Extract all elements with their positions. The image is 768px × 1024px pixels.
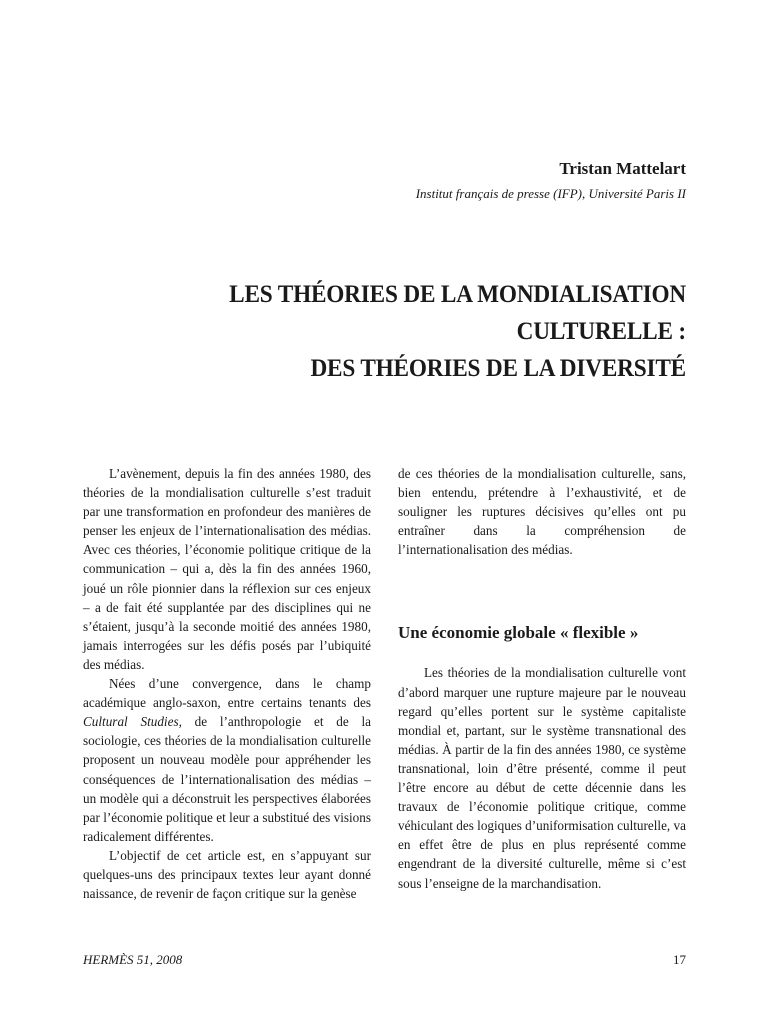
paragraph-2-end: de l’anthropologie et de la sociologie, ces théories de la mondialisation culturelle proposent un nouveau modèle pour appréhender les conséquences de l’internationalisation des médias – un modèle qui a déconstruit les perspectives élaborées par l’économie politique et leur a substitué des visions radicalement différentes. [83,714,371,844]
page-number: 17 [673,952,686,967]
title-line-2: CULTURELLE : [516,318,686,345]
author-block [416,158,686,204]
paragraph-3-continued: de ces théories de la mondialisation culturelle, sans, bien entendu, prétendre à l’exhaustivité, et de souligner les ruptures décisives qu’elles ont pu entraîner dans la compréhension de l’internationalisation des médias. [398,466,686,558]
paragraph-2-start: Nées d’une convergence, dans le champ académique anglo-saxon, entre certains tenants des [83,676,371,711]
author-affiliation: Institut français de presse (IFP), Université Paris II [415,186,686,201]
section-heading: Une économie globale « flexible » [398,623,639,643]
journal-footer: HERMÈS 51, 2008 [83,952,183,967]
cultural-studies-term: Cultural Studies, [83,714,182,730]
title-line-3: DES THÉORIES DE LA DIVERSITÉ [310,355,686,382]
title-line-1: LES THÉORIES DE LA MONDIALISATION [229,281,687,308]
author-name: Tristan Mattelart [559,159,686,178]
left-column [83,464,371,903]
right-column [398,464,686,893]
paragraph-3: L’objectif de cet article est, en s’appuyant sur quelques-uns des principaux textes leur ayant donné naissance, de revenir de façon critique sur la genèse [83,847,371,902]
paragraph-1: L’avènement, depuis la fin des années 1980, des théories de la mondialisation culturelle s’est traduit par une transformation en profondeur des manières de penser les enjeux de l’internationalisation des médias. Avec ces théories, l’économie politique critique de la communication – qui a, dès la fin des années 1960, joué un rôle pionnier dans la réflexion sur ces enjeux – a de fait été supplantée par des disciplines qui ne s’étaient, jusqu’à la seconde moitié des années 1980, jamais interrogées sur les défis posés par l’ubiquité des médias. [83,466,371,672]
article-title [109,276,686,387]
paragraph-4: Les théories de la mondialisation culturelle vont d’abord marquer une rupture majeure par le nouveau regard qu’elles portent sur le système capitaliste mondial et, partant, sur le système transnational des médias. À partir de la fin des années 1980, ce système transnational, loin d’être présenté, comme il peut l’être encore au début de cette décennie dans les travaux de l’économie politique critique, comme véhiculant des logiques d’uniformisation culturelle, va en effet être de plus en plus représenté comme engendrant de la diversité culturelle, même si c’est sous l’enseigne de la marchandisation. [398,665,686,891]
paragraph-2 [83,674,371,846]
